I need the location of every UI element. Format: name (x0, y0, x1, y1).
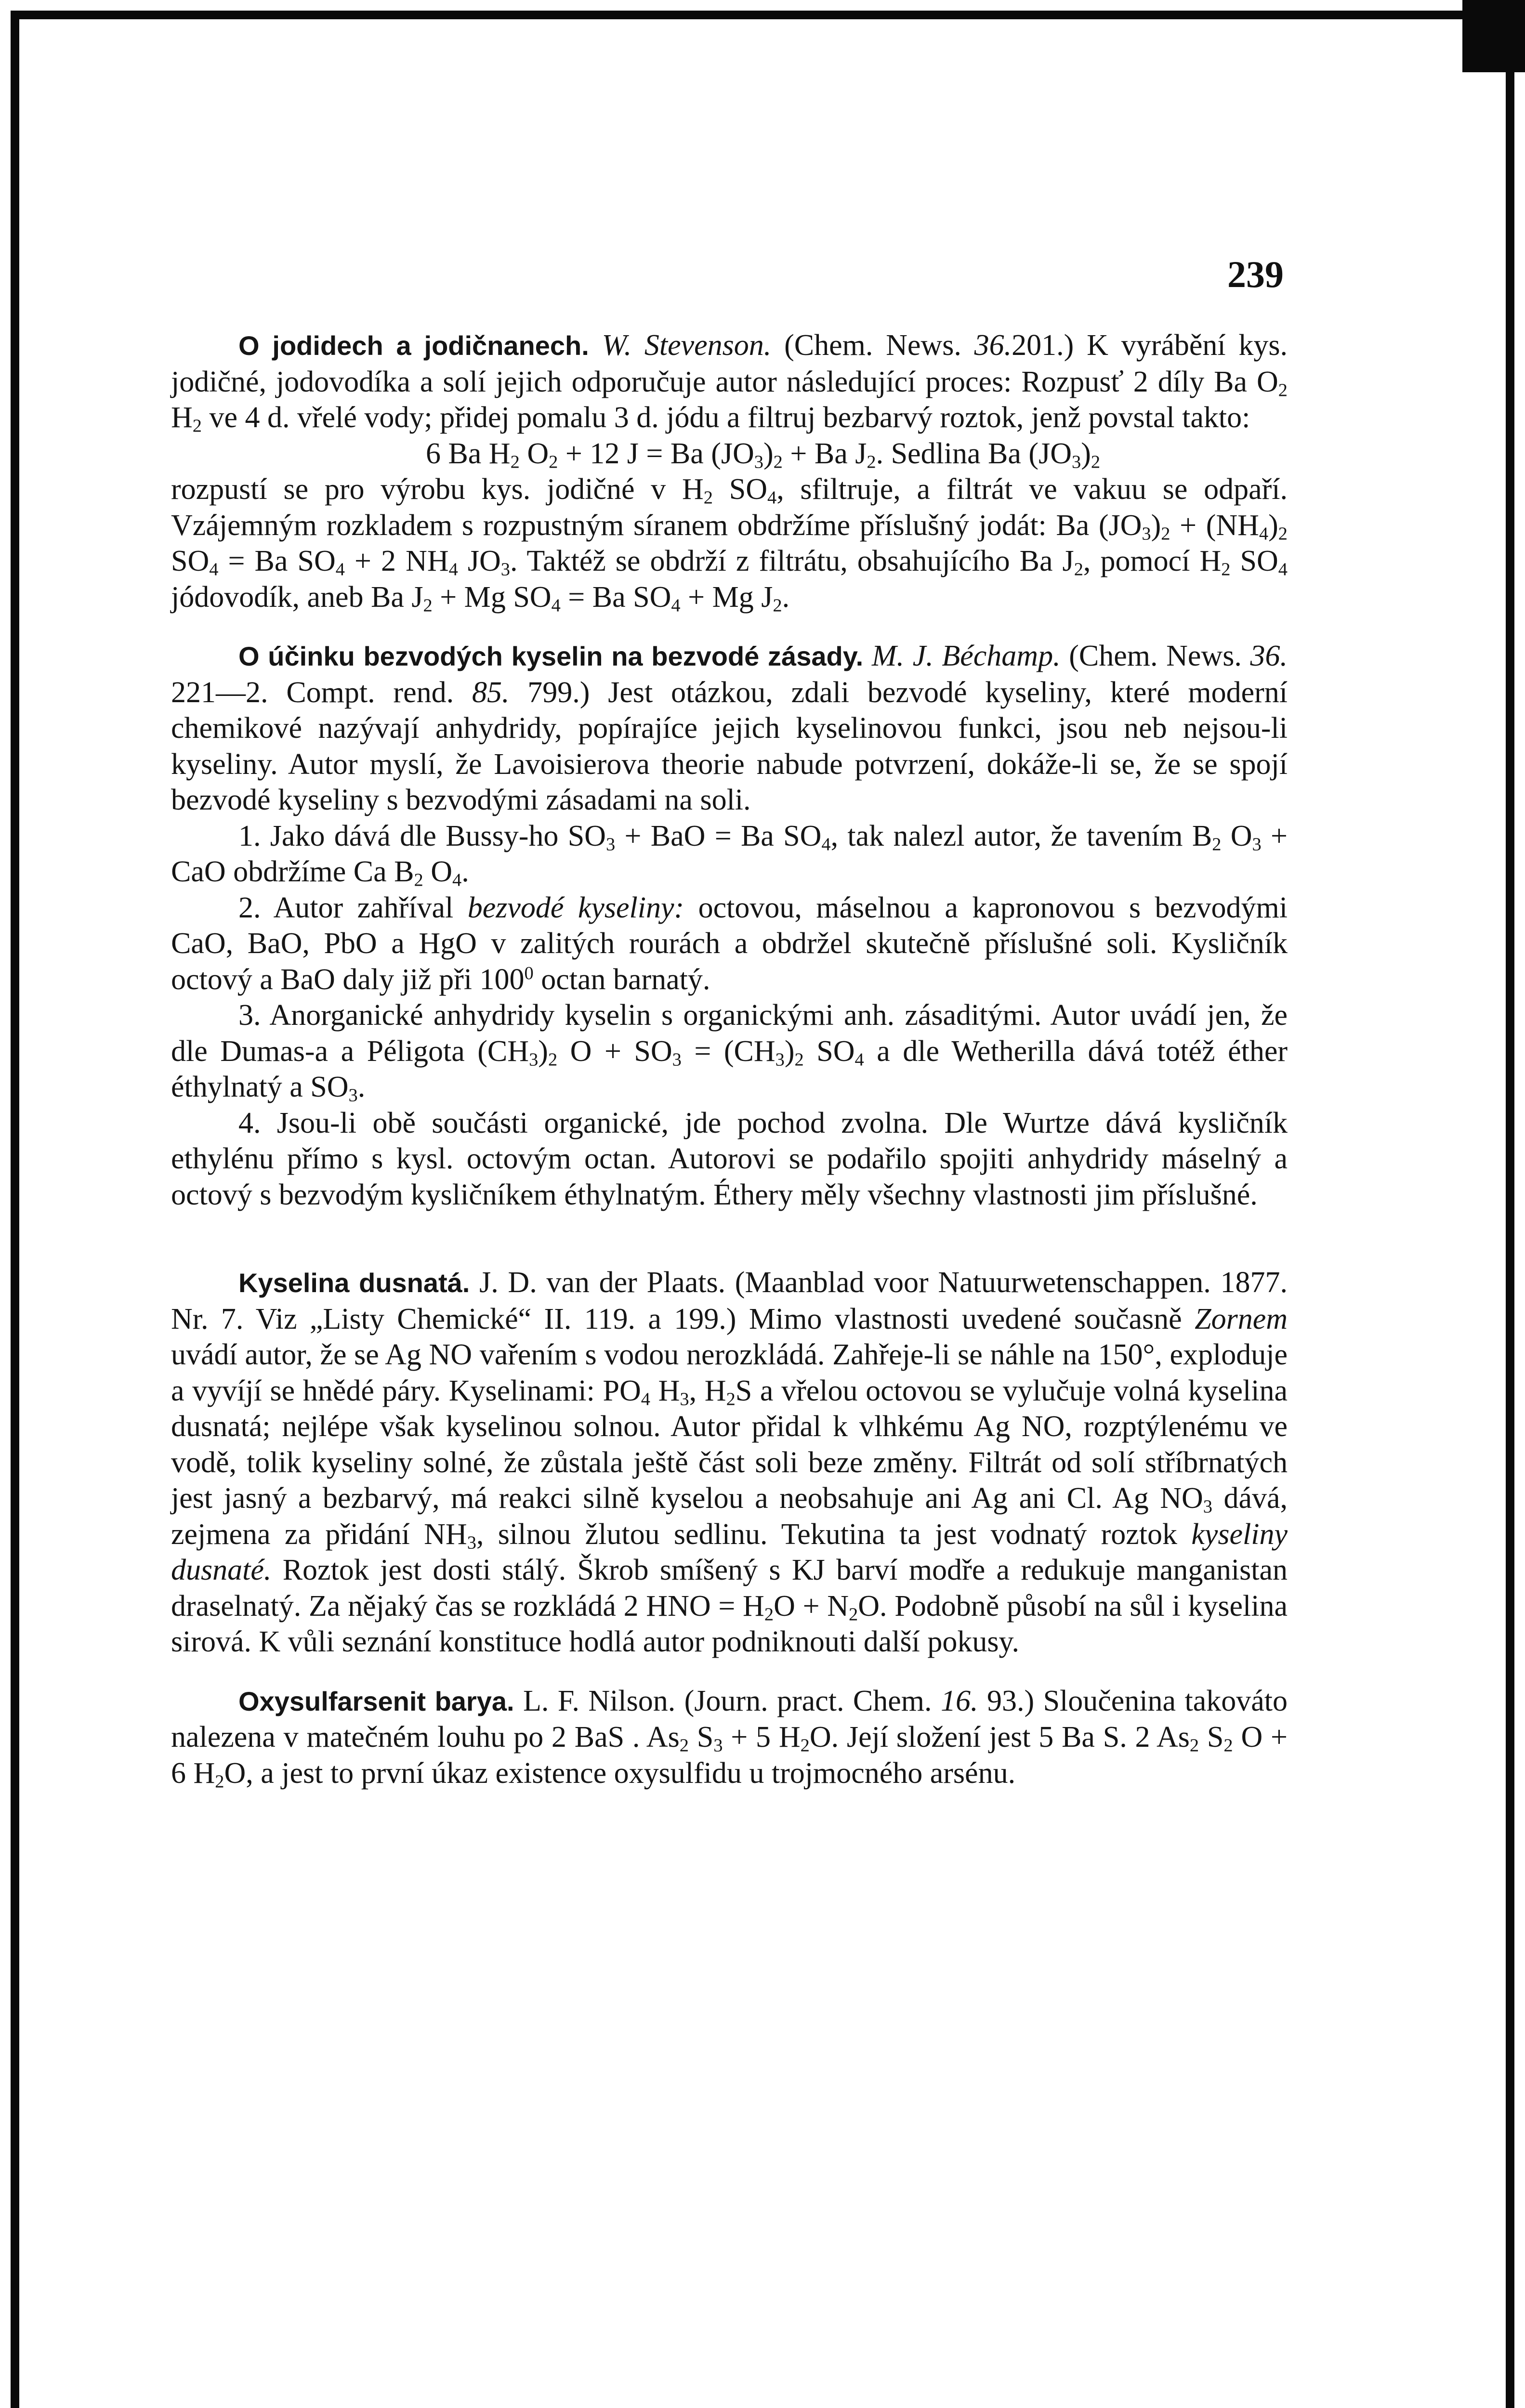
article-author: M. J. Béchamp. (871, 640, 1061, 672)
article-author: W. Stevenson. (602, 329, 772, 362)
equation: 6 Ba $H_2$ $O_2 + 12$ J = Ba $(JO_3)_2 + Ba$ $J_2$. Sedlina Ba $(JO_3)_2$ (425, 437, 1101, 472)
page-number: 239 (1227, 253, 1284, 295)
paragraph-2: 2. Autor zahříval bezvodé kyseliny: octovou, máselnou a kapronovou s bezvodými CaO, BaO, PbO a HgO v zalitých rourách a obdržel skutečně příslušné soli. Kysličník octový a BaO daly již při $100^0$ octan barnatý. (171, 891, 1288, 996)
article-title: O účinku bezvodých kyselin na bezvodé zásady. (238, 641, 864, 671)
paragraph-1: 1. Jako dává dle Bussy-ho $SO_3$ + BaO = Ba $SO_4$, tak nalezl autor, že tavením $B_2$ $O_3$ + CaO obdržíme Ca $B_2$ $O_4$. (171, 819, 1288, 890)
page-body (171, 327, 1288, 1791)
article-oxysulfarsenit: Oxysulfarsenit barya. L. F. Nilson. (Journ. pract. Chem. 16. 93.) Sloučenina takováto nalezena v matečném louhu po 2 BaS . $As_2$ $S_3 + 5$ $H_2O$. Její složení jest 5 Ba S. 2 $As_2$ $S_2$ O + 6 $H_2O$, a jest to první úkaz existence oxysulfidu u trojmocného arsénu. (171, 1684, 1288, 1792)
paragraph-4: 4. Jsou-li obě součásti organické, jde pochod zvolna. Dle Wurtze dává kysličník ethylénu přímo s kysl. octovým octan. Autorovi se podařilo spojiti anhydridy máselný a octový s bezvodým kysličníkem éthylnatým. Éthery měly všechny vlastnosti jim příslušné. (171, 1106, 1288, 1211)
article-title: Kyselina dusnatá. (238, 1268, 470, 1298)
article-kyselina-dusnata: Kyselina dusnatá. J. D. van der Plaats. (Maanblad voor Natuurwetenschappen. 1877. Nr. 7. Viz „Listy Chemické“ II. 119. a 199.) Mimo vlastnosti uvedené současně Zornem uvádí autor, že se Ag NO vařením s vodou nerozkládá. Zahřeje-li se náhle na 150°, exploduje a vyvíjí se hnědé páry. Kyselinami: $PO_4$ $H_3$, $H_2S$ a vřelou octovou se vylučuje volná kyselina dusnatá; nejlépe však kyselinou solnou. Autor přidal k vlhkému Ag NO, rozptýlenému ve vodě, tolik kyseliny solné, že zůstala ještě část soli beze změny. Filtrát od solí stříbrnatých jest jasný a bezbarvý, má reakci silně kyselou a neobsahuje ani Ag ani Cl. Ag $NO_3$ dává, zejmena za přidání $NH_3$, silnou žlutou sedlinu. Tekutina ta jest vodnatý roztok kyseliny dusnaté. Roztok jest dosti stálý. Škrob smíšený s KJ barví modře a redukuje manganistan draselnatý. Za nějaký čas se rozkládá 2 HNO = $H_2O + N_2O$. Podobně působí na sůl i kyselina sirová. K vůli seznání konstituce hodlá autor podniknouti další pokusy. (171, 1266, 1288, 1658)
article-jodidy: O jodidech a jodičnanech. W. Stevenson. (Chem. News. 36.201.) K vyrábění kys. jodičné, jodovodíka a solí jejich odporučuje autor následující proces: Rozpusť 2 díly Ba $O_2$ $H_2$ ve 4 d. vřelé vody; přidej pomalu 3 d. jódu a filtruj bezbarvý roztok, jenž povstal takto: 6 Ba $H_2$ $O_2 + 12$ J = Ba $(JO_3)_2 + Ba$ $J_2$. Sedlina Ba $(JO_3)_2$ rozpustí se pro výrobu kys. jodičné v $H_2$ $SO_4$, sfiltruje, a filtrát ve vakuu se odpaří. Vzájemným rozkladem s rozpustným síranem obdržíme příslušný jodát: Ba $(JO_3)_2 + (NH_4)_2$ $SO_4 = Ba$ $SO_4 + 2$ $NH_4$ $JO_3$. Taktéž se obdrží z filtrátu, obsahujícího Ba $J_2$, pomocí $H_2$ $SO_4$ jódovodík, aneb Ba $J_2 + Mg$ $SO_4 = Ba$ $SO_4 + Mg$ $J_2$. (171, 329, 1288, 616)
paragraph-3: 3. Anorganické anhydridy kyselin s organickými anh. zásaditými. Autor uvádí jen, že dle Dumas-a a Péligota $(CH_3)_2$ $O + SO_3 = (CH_3)_2$ $SO_4$ a dle Wetherilla dává totéž éther éthylnatý a $SO_3$. (171, 999, 1288, 1106)
article-bechamp: O účinku bezvodých kyselin na bezvodé zásady. M. J. Béchamp. (Chem. News. 36. 221—2. Compt. rend. 85. 799.) Jest otázkou, zdali bezvodé kyseliny, které moderní chemikové nazývají anhydridy, popírajíce jejich kyselinovou funkci, jsou neb nejsou-li kyseliny. Autor myslí, že Lavoisierova theorie nabude potvrzení, dokáže-li se, že se spojí bezvodé kyseliny s bezvodými zásadami na soli. (171, 640, 1288, 816)
article-title: O jodidech a jodičnanech. (238, 330, 589, 361)
scan-corner-mark (1462, 0, 1525, 72)
article-title: Oxysulfarsenit barya. (238, 1686, 514, 1716)
